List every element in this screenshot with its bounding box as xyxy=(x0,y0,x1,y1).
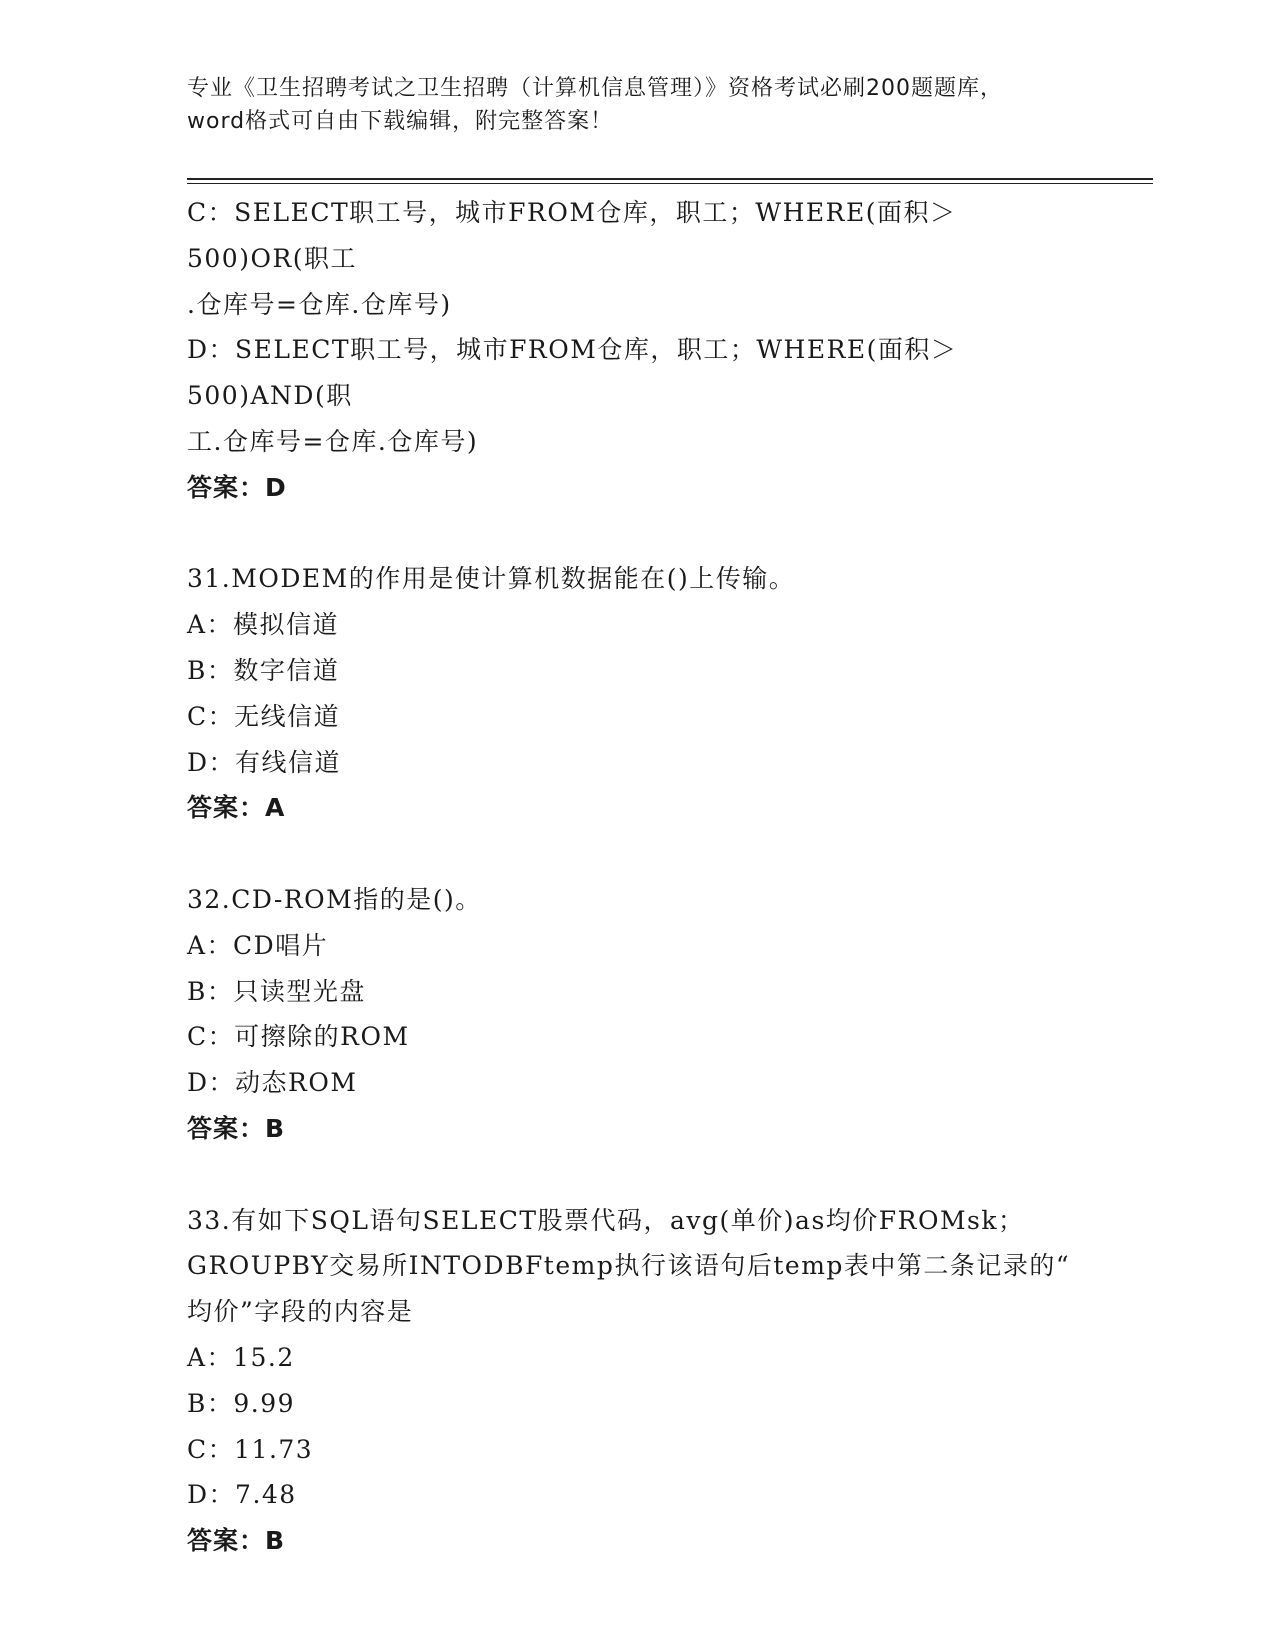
question-32 xyxy=(187,877,1087,1152)
answer: 答案：A xyxy=(187,793,286,823)
option-c-line-2: .仓库号=仓库.仓库号) xyxy=(187,289,452,319)
question-content xyxy=(187,190,1087,1564)
header-rule-thick xyxy=(187,178,1153,180)
option-a: A：模拟信道 xyxy=(187,610,340,640)
question-33 xyxy=(187,1198,1087,1564)
option-a: A：CD唱片 xyxy=(187,930,329,960)
option-d: D：动态ROM xyxy=(187,1068,358,1098)
option-c: C：11.73 xyxy=(187,1434,314,1464)
option-d-line-2: 工.仓库号=仓库.仓库号) xyxy=(187,426,479,456)
question-stem-line-3: 均价”字段的内容是 xyxy=(187,1297,414,1327)
option-a: A：15.2 xyxy=(187,1342,295,1372)
option-d-line-1: D：SELECT职工号，城市FROM仓库，职工；WHERE(面积＞500)AND(职 xyxy=(187,335,958,411)
document-header xyxy=(187,72,1087,138)
option-b: B：9.99 xyxy=(187,1388,296,1418)
option-c: C：可擦除的ROM xyxy=(187,1022,410,1052)
question-stem: 31.MODEM的作用是使计算机数据能在()上传输。 xyxy=(187,564,796,594)
option-c-line-1: C：SELECT职工号，城市FROM仓库，职工；WHERE(面积＞500)OR(职工 xyxy=(187,198,957,273)
answer: 答案：D xyxy=(187,472,287,502)
question-stem: 32.CD-ROM指的是()。 xyxy=(187,884,482,914)
question-stem-line-2: GROUPBY交易所INTODBFtemp执行该语句后temp表中第二条记录的“ xyxy=(187,1251,1071,1281)
option-b: B：只读型光盘 xyxy=(187,976,366,1006)
question-stem-line-1: 33.有如下SQL语句SELECT股票代码，avg(单价)as均价FROMsk； xyxy=(187,1205,1025,1235)
answer: 答案：B xyxy=(187,1113,286,1143)
question-30-tail xyxy=(187,190,1087,511)
header-line-2: word格式可自由下载编辑，附完整答案！ xyxy=(187,109,614,134)
option-c: C：无线信道 xyxy=(187,701,341,731)
option-d: D：7.48 xyxy=(187,1480,297,1510)
question-31 xyxy=(187,556,1087,831)
answer: 答案：B xyxy=(187,1526,286,1556)
header-line-1: 专业《卫生招聘考试之卫生招聘（计算机信息管理）》资格考试必刷200题题库， xyxy=(187,76,1003,101)
option-d: D：有线信道 xyxy=(187,747,342,777)
option-b: B：数字信道 xyxy=(187,655,340,685)
header-rule-thin xyxy=(187,183,1153,184)
